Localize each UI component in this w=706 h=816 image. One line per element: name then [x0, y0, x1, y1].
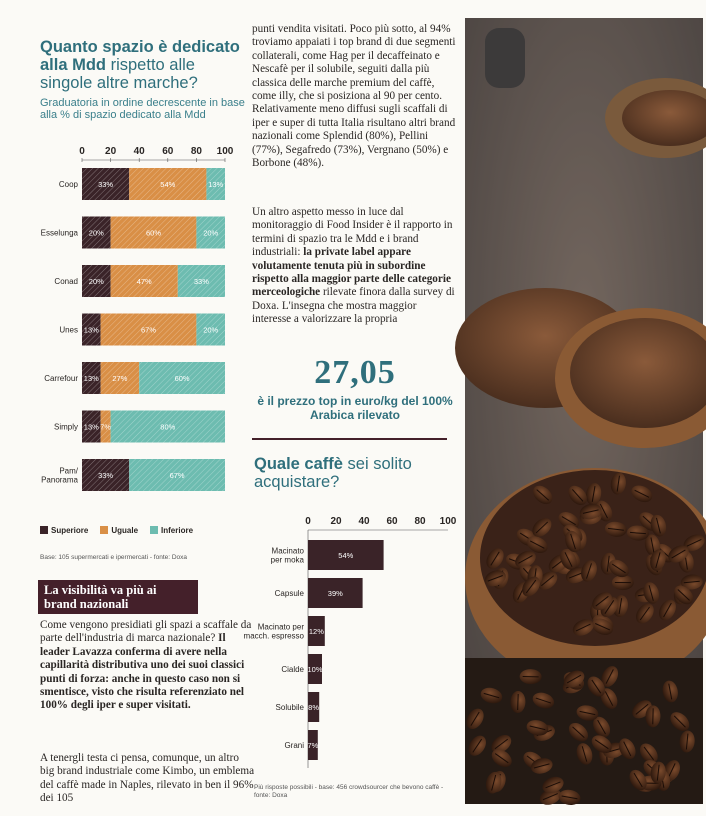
category-label: Coop — [58, 180, 78, 189]
category-label: Capsule — [274, 589, 304, 598]
x-tick-label: 20 — [105, 146, 117, 157]
coffee-beans-image — [465, 18, 703, 804]
legend-superiore: Superiore — [40, 526, 88, 535]
x-tick-label: 100 — [216, 146, 234, 157]
big-number-caption: è il prezzo top in euro/kg del 100% Arabica rilevato — [257, 394, 453, 422]
x-tick-label: 20 — [330, 516, 342, 527]
data-label: 60% — [145, 228, 162, 238]
data-label: 39% — [327, 589, 343, 598]
category-label: macch. espresso — [243, 631, 304, 641]
category-label: Solubile — [275, 703, 304, 712]
category-label: Conad — [54, 277, 78, 286]
x-tick-label: 0 — [305, 516, 311, 527]
data-label: 33% — [193, 277, 209, 286]
data-label: 20% — [203, 228, 219, 238]
chart1-legend — [40, 526, 193, 535]
data-label: 13% — [83, 325, 99, 335]
data-label: 47% — [136, 277, 152, 286]
chart2-title: Quale caffè sei solito acquistare? — [254, 455, 412, 491]
x-tick-label: 100 — [439, 516, 457, 527]
data-label: 20% — [88, 277, 104, 286]
data-label: 67% — [169, 471, 185, 480]
data-label: 67% — [140, 325, 157, 335]
x-tick-label: 0 — [79, 146, 85, 157]
paragraph-1: Come vengono presidiati gli spazi a scaffale da parte dell'industria di marca nazionale? Il leader Lavazza conferma di avere nella capillarità distributiva uno dei suoi classici punti di forza: anche in questo caso non si smentisce, visto che risulta referenziato nel 100% degli iper e super visitati. — [40, 619, 252, 712]
category-label: Grani — [284, 741, 304, 750]
category-label: Cialde — [281, 665, 304, 674]
left-column — [30, 0, 255, 816]
chart1-stacked-bars — [30, 140, 248, 520]
data-label: 10% — [307, 665, 323, 674]
paragraph-2: A tenergli testa ci pensa, comunque, un altro big brand industriale come Kimbo, un emblema del caffè made in Naples, rilevato in ben il 96% dei 105 — [40, 752, 255, 805]
legend-inferiore: Inferiore — [150, 526, 193, 535]
data-label: 7% — [307, 741, 319, 750]
bean-crease — [518, 694, 519, 710]
section-heading: La visibilità va più ai brand nazionali — [38, 580, 198, 614]
data-label: 60% — [174, 374, 190, 383]
data-label: 13% — [83, 374, 99, 383]
x-tick-label: 80 — [414, 516, 426, 527]
category-label: Unes — [59, 325, 78, 335]
chart1-source-note: Base: 105 supermercati e ipermercati - fonte: Doxa — [40, 554, 188, 561]
coffee-photo — [465, 18, 703, 804]
data-label: 20% — [203, 325, 219, 335]
category-label: Simply — [53, 422, 78, 432]
x-tick-label: 60 — [162, 146, 174, 157]
data-label: 13% — [83, 422, 99, 432]
x-tick-label: 40 — [358, 516, 370, 527]
data-label: 13% — [208, 180, 224, 189]
data-label: 54% — [338, 551, 354, 560]
data-label: 33% — [98, 471, 114, 480]
data-label: 80% — [160, 422, 176, 432]
data-label: 27% — [112, 374, 128, 383]
x-tick-label: 80 — [190, 146, 202, 157]
category-label: Panorama — [41, 475, 78, 485]
category-label: Macinato per — [257, 622, 304, 632]
category-label: Carrefour — [44, 374, 78, 383]
x-tick-label: 60 — [386, 516, 398, 527]
divider — [252, 438, 447, 440]
chart1-subtitle: Graduatoria in ordine decrescente in base alla % di spazio dedicato alla Mdd — [40, 97, 245, 121]
category-label: per moka — [270, 555, 304, 565]
data-label: 12% — [308, 627, 324, 636]
data-label: 20% — [88, 228, 104, 238]
category-label: Pam/ — [59, 466, 78, 476]
legend-uguale: Uguale — [100, 526, 138, 535]
x-tick-label: 40 — [133, 146, 145, 157]
data-label: 54% — [160, 180, 176, 189]
data-label: 33% — [98, 180, 114, 189]
chart2-bars — [243, 512, 462, 774]
data-label: 7% — [100, 422, 112, 432]
chart2-source-note: Più risposte possibili - base: 456 crowdsourcer che bevono caffè - fonte: Doxa — [254, 784, 444, 799]
chart1-title: Quanto spazio è dedicato alla Mdd rispetto alle singole altre marche? — [40, 38, 240, 92]
middle-column — [243, 0, 462, 816]
paragraph-3: punti vendita visitati. Poco più sotto, al 94% troviamo appaiati i top brand di due segmenti collaterali, come Hag per il decaffeinato e Nescafè per il solubile, seguiti dalla più classica delle marche premium del caffè, come illy, che si posiziona al 90 per cento. Relativamente meno diffusi sugli scaffali di iper e super di tutta Italia risultano altri brand nazionali come Splendid (80%), Pellini (77%), Segafredo (73%), Vergnano (50%) e Borbone (48%). — [252, 23, 456, 170]
data-label: 8% — [308, 703, 320, 712]
big-number: 27,05 — [314, 354, 396, 391]
category-label: Esselunga — [40, 228, 78, 238]
paragraph-4: Un altro aspetto messo in luce dal monitoraggio di Food Insider è il rapporto in termini di spazio tra le Mdd e i brand industriali: la private label appare volutamente tenuta più in subordine rispetto alla maggior parte delle categorie merceologiche rilevate finora dalla survey di Doxa. L'insegna che mostra maggior interesse a valorizzare la propria — [252, 206, 455, 326]
category-label: Macinato — [271, 546, 304, 556]
